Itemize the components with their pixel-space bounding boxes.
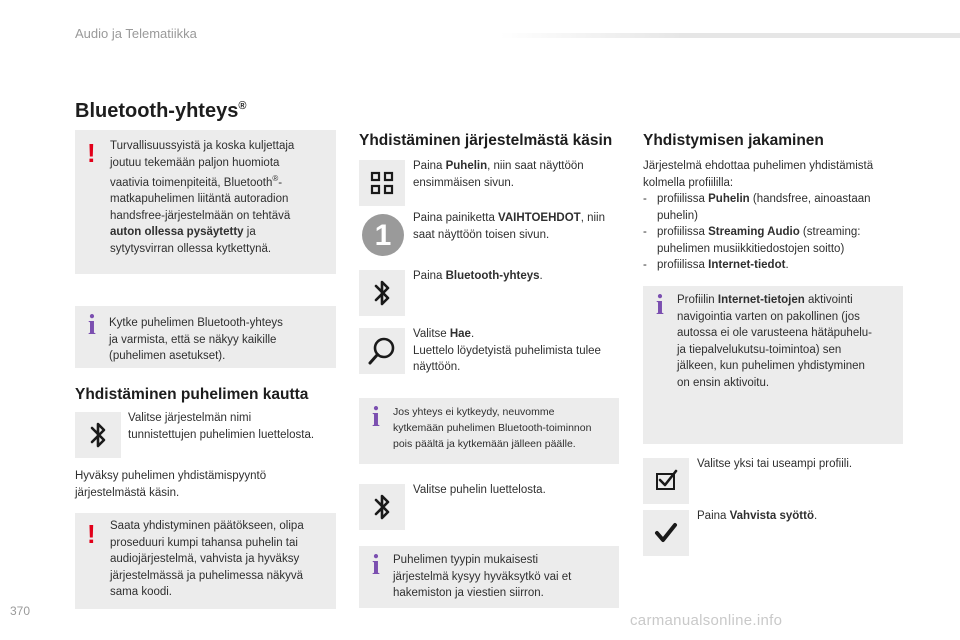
step-confirm-entry: Paina Vahvista syöttö. bbox=[697, 510, 818, 522]
confirm-icon-box bbox=[643, 510, 689, 556]
bluetooth-icon bbox=[359, 270, 405, 316]
info-text-connection-fail: Jos yhteys ei kytkeydy, neuvomme kytkemään puhelimen Bluetooth-toiminnon pois päältä ja kytkemään jälleen päälle. bbox=[393, 406, 592, 450]
info-box-connection-fail bbox=[359, 398, 619, 464]
info-text-internet-profile: Profiilin Internet-tietojen aktivointi navigointia varten on pakollinen (jos autossa ei ole varusteena hätäpuhelu- ja tiepalvelukutsu-toimintoa) sen jälkeen, kun puhelimen yhdistyminen on ensin aktivoitu. bbox=[677, 294, 873, 389]
bluetooth-icon-box bbox=[359, 270, 405, 316]
page-number: 370 bbox=[10, 604, 31, 618]
warning-box-safety bbox=[75, 130, 336, 274]
profiles-intro: Järjestelmä ehdottaa puhelimen yhdistämistä kolmella profiililla: bbox=[643, 160, 874, 189]
header-title: Audio ja Telematiikka bbox=[75, 26, 197, 41]
info-box-enable-bluetooth bbox=[75, 306, 336, 368]
info-icon: i bbox=[88, 310, 96, 341]
step-accept-pairing: Hyväksy puhelimen yhdistämispyyntö järjestelmästä käsin. bbox=[75, 470, 267, 499]
profiles-list bbox=[643, 191, 908, 274]
info-icon: i bbox=[372, 402, 380, 433]
bluetooth-icon bbox=[359, 484, 405, 530]
section-title-phone-pairing: Yhdistäminen puhelimen kautta bbox=[75, 386, 309, 403]
watermark: carmanualsonline.info bbox=[630, 612, 783, 629]
info-text-enable-bluetooth: Kytke puhelimen Bluetooth-yhteys ja varmista, että se näkyy kaikille (puhelimen asetukset). bbox=[109, 317, 283, 362]
checkbox-icon bbox=[643, 458, 689, 504]
phone-menu-icon-box bbox=[359, 160, 405, 206]
info-box-phone-type bbox=[359, 546, 619, 608]
checkmark-icon bbox=[643, 510, 689, 556]
info-text-phone-type: Puhelimen tyypin mukaisesti järjestelmä kysyy hyväksytkö vai et hakemiston ja viestien siirron. bbox=[393, 554, 572, 599]
page-title: Bluetooth-yhteys® bbox=[75, 100, 247, 122]
exclamation-icon: ! bbox=[87, 519, 96, 549]
step-select-system-name: Valitse järjestelmän nimi tunnistettujen puhelimien luettelosta. bbox=[128, 412, 315, 441]
search-icon-box bbox=[359, 328, 405, 374]
step-press-phone: Paina Puhelin, niin saat näyttöön ensimmäisen sivun. bbox=[413, 160, 584, 189]
warning-text-code: Saata yhdistyminen päätökseen, olipa proseduuri kumpi tahansa puhelin tai audiojärjestelmä, vahvista ja hyväksy järjestelmässä ja puhelimessa näkyvä sama koodi. bbox=[110, 520, 304, 598]
warning-box-code bbox=[75, 513, 336, 609]
step-select-search: Valitse Hae. Luettelo löydetyistä puhelimista tulee näyttöön. bbox=[413, 328, 601, 373]
bluetooth-icon-box bbox=[75, 412, 121, 458]
section-title-system-pairing: Yhdistäminen järjestelmästä käsin bbox=[359, 132, 613, 149]
list-item: - profiilissa Streaming Audio (streaming: puhelimen musiikkitiedostojen soitto) bbox=[643, 226, 861, 255]
exclamation-icon: ! bbox=[87, 138, 96, 168]
info-icon: i bbox=[372, 550, 380, 581]
step-select-profiles: Valitse yksi tai useampi profiili. bbox=[697, 458, 853, 470]
bluetooth-icon-box bbox=[359, 484, 405, 530]
warning-text-safety: Turvallisuussyistä ja koska kuljettaja joutuu tekemään paljon huomiota vaativia toimenpiteitä, Bluetooth®- matkapuhelimen liitäntä autoradion handsfree-järjestelmään on tehtävä auton ollessa pysäytetty ja sytytysvirran ollessa kytkettynä. bbox=[110, 140, 295, 255]
bluetooth-icon bbox=[75, 412, 121, 458]
checkbox-icon-box bbox=[643, 458, 689, 504]
magnifier-icon bbox=[359, 328, 405, 374]
list-item: - profiilissa Internet-tiedot. bbox=[643, 259, 789, 271]
step-press-bluetooth: Paina Bluetooth-yhteys. bbox=[413, 270, 543, 282]
grid-icon bbox=[359, 160, 405, 206]
list-item: - profiilissa Puhelin (handsfree, ainoastaan puhelin) bbox=[643, 193, 871, 222]
info-icon: i bbox=[656, 290, 664, 321]
header-divider bbox=[500, 33, 960, 38]
step-select-phone: Valitse puhelin luettelosta. bbox=[413, 484, 546, 496]
section-title-connection-sharing: Yhdistymisen jakaminen bbox=[643, 132, 824, 149]
info-box-internet-profile bbox=[643, 286, 903, 444]
step-number-badge: 1 bbox=[362, 214, 404, 256]
step-press-options: Paina painiketta VAIHTOEHDOT, niin saat näyttöön toisen sivun. bbox=[413, 212, 605, 241]
